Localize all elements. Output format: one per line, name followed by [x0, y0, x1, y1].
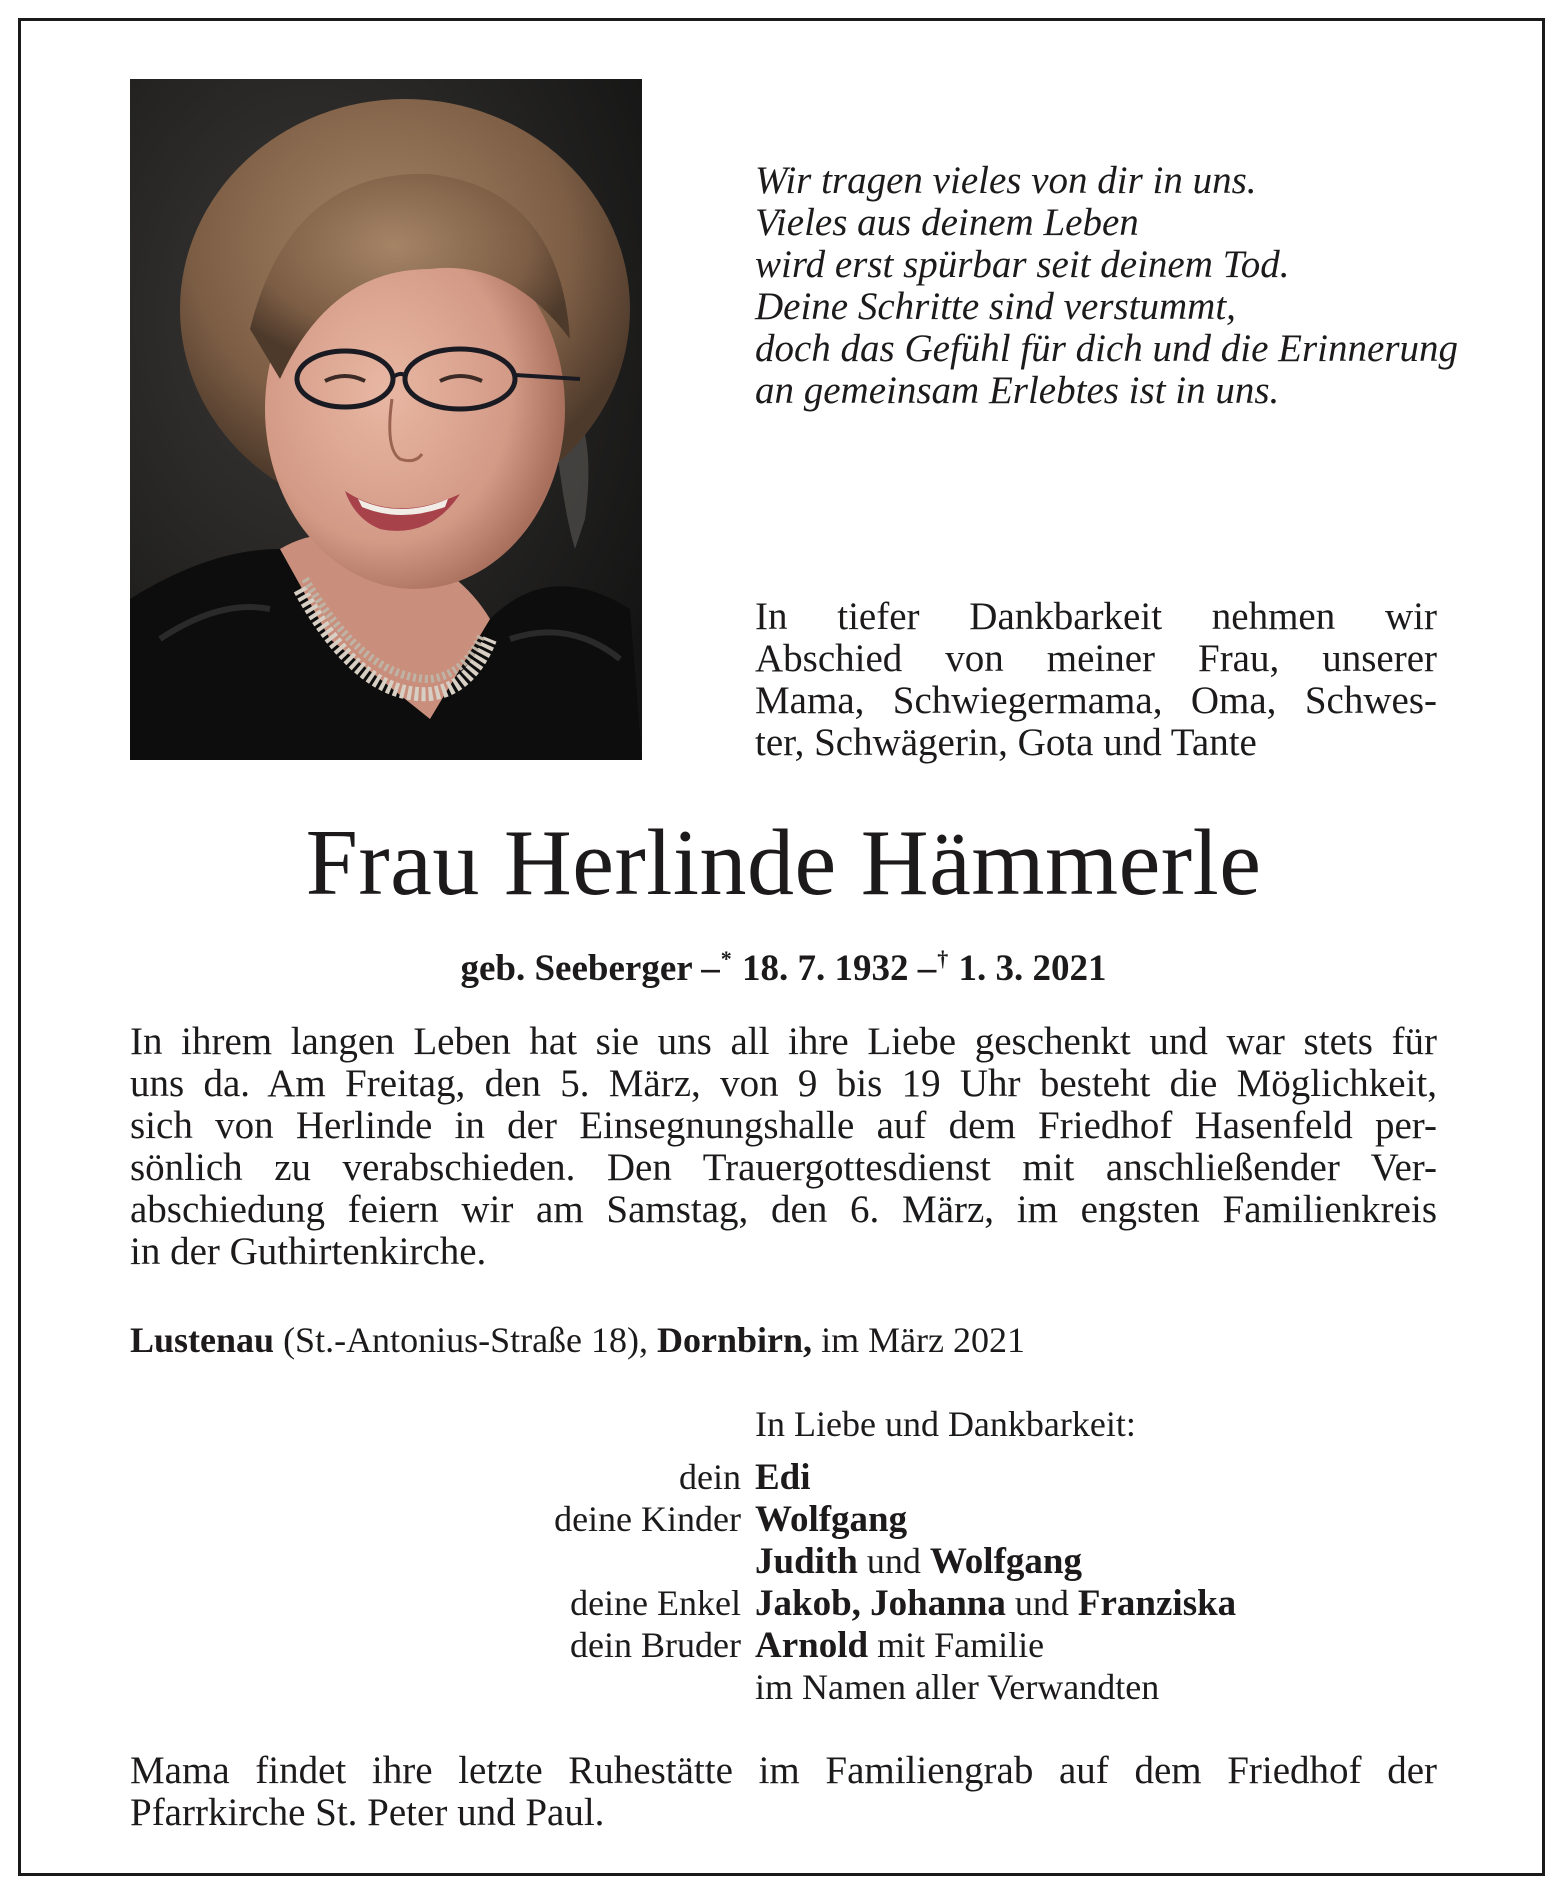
signature-row [0, 1456, 1567, 1498]
poem-line: Vieles aus deinem Leben [755, 201, 1139, 244]
intro-line: ter, Schwägerin, Gota und Tante [755, 721, 1257, 764]
signature-row [0, 1540, 1567, 1582]
body-line: In ihrem langen Leben hat sie uns all ihre Liebe geschenkt und war stets für [130, 1020, 1437, 1063]
life-dates [0, 937, 1567, 991]
body-line: uns da. Am Freitag, den 5. März, von 9 bis 19 Uhr besteht die Möglichkeit, [130, 1062, 1437, 1105]
intro-line: Mama, Schwiegermama, Oma, Schwes- [755, 679, 1437, 722]
birth-date: 18. 7. 1932 [742, 948, 909, 989]
signature-names [755, 1456, 811, 1499]
closing-paragraph [130, 1750, 1437, 1834]
maiden-name: geb. Seeberger [460, 948, 693, 989]
signer-name: Arnold [755, 1625, 869, 1666]
signature-role: dein [679, 1457, 741, 1497]
body-line: in der Guthirtenkirche. [130, 1230, 487, 1273]
signer-name: Franziska [1077, 1583, 1237, 1624]
signer-name: Judith [755, 1541, 858, 1582]
body-line: sönlich zu verabschieden. Den Trauergottesdienst mit anschließender Ver- [130, 1146, 1437, 1189]
deceased-name: Frau Herlinde Hämmerle [305, 811, 1262, 915]
signature-names [755, 1666, 1159, 1708]
signature-names [755, 1624, 1044, 1667]
place-and-date [130, 1319, 1025, 1361]
signature-names [755, 1540, 1082, 1583]
signature-row [0, 1582, 1567, 1624]
joiner-text: im Namen aller Verwandten [755, 1667, 1160, 1707]
portrait-illustration [130, 79, 642, 760]
birth-symbol: * [720, 946, 732, 971]
town-dornbirn: Dornbirn, [657, 1320, 813, 1360]
poem-line: an gemeinsam Erlebtes ist in uns. [755, 369, 1280, 412]
poem-line: Deine Schritte sind verstummt, [755, 285, 1236, 328]
signer-name: Edi [755, 1457, 811, 1498]
signature-role: dein Bruder [570, 1625, 741, 1665]
death-date: 1. 3. 2021 [958, 948, 1107, 989]
signer-name: Wolfgang [755, 1499, 908, 1540]
intro-paragraph [755, 596, 1437, 764]
joiner-text: und [866, 1541, 921, 1581]
portrait-photo [130, 79, 642, 760]
signer-name: Wolfgang [929, 1541, 1082, 1582]
poem-line: Wir tragen vieles von dir in uns. [755, 159, 1257, 202]
death-symbol: † [937, 946, 949, 971]
month-year: im März 2021 [821, 1320, 1026, 1360]
signature-names [755, 1582, 1236, 1625]
signature-role: deine Kinder [554, 1499, 741, 1539]
signature-row [0, 1624, 1567, 1666]
signature-row [0, 1498, 1567, 1540]
closing-line: Mama findet ihre letzte Ruhestätte im Familiengrab auf dem Friedhof der [130, 1749, 1437, 1792]
closing-line: Pfarrkirche St. Peter und Paul. [130, 1791, 605, 1834]
memorial-poem [755, 159, 1459, 412]
address: (St.-Antonius-Straße 18), [283, 1320, 649, 1360]
body-line: abschiedung feiern wir am Samstag, den 6. März, im engsten Familienkreis [130, 1188, 1437, 1231]
poem-line: wird erst spürbar seit deinem Tod. [755, 243, 1290, 286]
joiner-text: und [1014, 1583, 1069, 1623]
joiner-text: mit Familie [877, 1625, 1045, 1665]
intro-line: Abschied von meiner Frau, unserer [755, 637, 1437, 680]
body-line: sich von Herlinde in der Einsegnungshalle auf dem Friedhof Hasenfeld per- [130, 1104, 1437, 1147]
body-paragraph [130, 1021, 1437, 1273]
date-separator: – [917, 948, 937, 989]
signature-names [755, 1498, 907, 1541]
signoff: In Liebe und Dankbarkeit: [755, 1404, 1136, 1444]
signer-name: Jakob, Johanna [755, 1583, 1006, 1624]
signature-role: deine Enkel [570, 1583, 741, 1623]
date-separator: – [701, 948, 720, 989]
poem-line: doch das Gefühl für dich und die Erinnerung [755, 327, 1459, 370]
town-lustenau: Lustenau [130, 1320, 275, 1360]
intro-line: In tiefer Dankbarkeit nehmen wir [755, 595, 1437, 638]
signature-row [0, 1666, 1567, 1708]
